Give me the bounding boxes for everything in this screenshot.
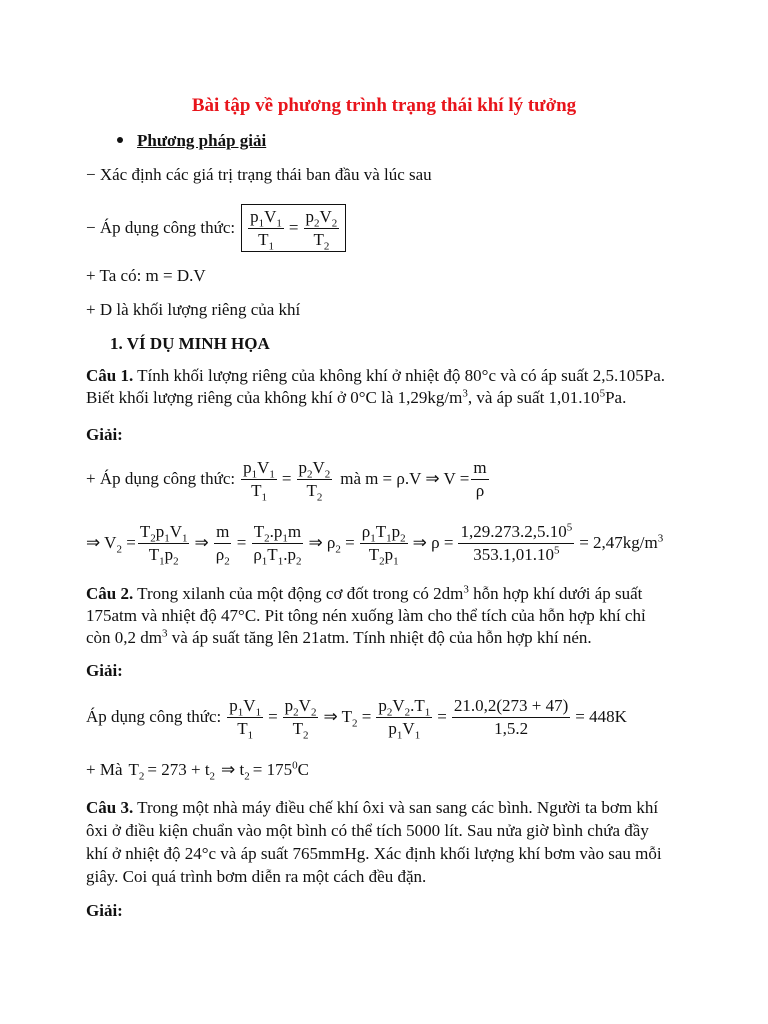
method-heading: Phương pháp giải: [137, 131, 267, 150]
section-heading: 1. VÍ DỤ MINH HỌA: [110, 334, 270, 353]
q1-line-1: Câu 1. Tính khối lượng riêng của không khí ở nhiệt độ 80°c và có áp suất 2,5.105Pa.: [86, 366, 666, 385]
q3-line-2: ôxi ở điều kiện chuẩn vào một bình có thể tích 5000 lít. Sau nửa giờ bình chứa đầy: [86, 821, 649, 840]
q3-line-3: khí ở nhiệt độ 24°c và áp suất 765mmHg. Xác định khối lượng khí bơm vào sau mỗi: [86, 844, 662, 863]
q3-line-4: giây. Coi quá trình bơm diễn ra một cách đều đặn.: [86, 867, 427, 886]
formula-box: $\frac{p_1V_1}{T_1}$ = $\frac{p_2V_2}{T_2}$: [241, 204, 346, 252]
q2-line-1: Câu 2. Trong xilanh của một động cơ đốt trong có $2dm^3$ hỗn hợp khí dưới áp suất: [86, 583, 643, 603]
step-4: + D là khối lượng riêng của khí: [86, 300, 301, 319]
q3-solution-label: Giải:: [86, 901, 123, 920]
page-title: Bài tập về phương trình trạng thái khí lý tưởng: [191, 95, 577, 116]
step-3: + Ta có: m = D.V: [86, 266, 206, 285]
step-1: − Xác định các giá trị trạng thái ban đầu và lúc sau: [86, 165, 432, 184]
bullet-icon: [117, 137, 123, 143]
q1-formula-1: + Áp dụng công thức: $\frac{p_1V_1}{T_1}$ = $\frac{p_2V_2}{T_2}$ mà m = ρ.V ⇒ V = $\frac{m}{\rho}$: [86, 458, 487, 503]
q2-formula-2: + Mà $T_2$ = $273 + t_2$ ⇒ $t_2$ = $175^0C$: [86, 759, 309, 783]
q1-formula-2: ⇒ $V_2$ = $\frac{T_2p_1V_1}{T_1p_2}$ ⇒ $\frac{m}{\rho_2}$ = $\frac{T_2.p_1m}{\rho_1T_1.p_2}$ ⇒ $\rho_2$ = $\frac{\rho_1T_1p_2}{T_2p_1}$ ⇒ ρ = $\frac{1,29.273.2,5.10^5}{353.1,01.10^5}$ = $2,47kg/m^3$: [86, 521, 664, 567]
q2-formula-1: Áp dụng công thức: $\frac{p_1V_1}{T_1}$ = $\frac{p_2V_2}{T_2}$ ⇒ $T_2$ = $\frac{p_2V_2.T_1}{p_1V_1}$ = $\frac{21.0,2(273 + 47)}{1,5.2}$ = 448K: [86, 696, 627, 741]
q1-line-2: Biết khối lượng riêng của không khí ở 0°C là $1,29kg/m^3$, và áp suất 1,01.10$^5$Pa.: [86, 387, 627, 407]
q3-line-1: Câu 3. Trong một nhà máy điều chế khí ôxi và san sang các bình. Người ta bơm khí: [86, 798, 659, 817]
step-2-label: − Áp dụng công thức:: [86, 218, 236, 238]
general-formula: [86, 204, 346, 252]
q1-solution-label: Giải:: [86, 425, 123, 444]
q2-line-2: 175atm và nhiệt độ 47°C. Pit tông nén xuống làm cho thể tích của hỗn hợp khí chỉ: [86, 606, 646, 625]
q2-line-3: còn 0,2 $dm^3$ và áp suất tăng lên 21atm. Tính nhiệt độ của hỗn hợp khí nén.: [86, 627, 592, 647]
q2-solution-label: Giải:: [86, 661, 123, 680]
